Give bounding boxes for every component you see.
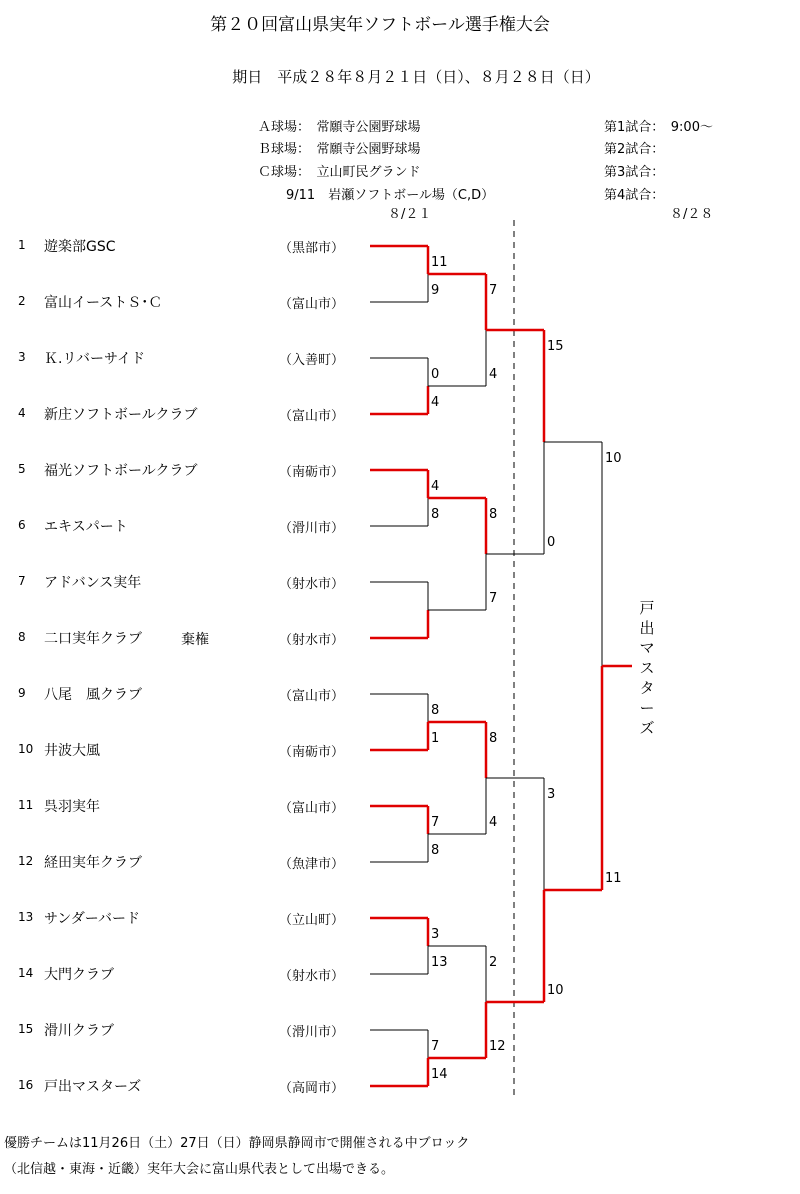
team-number: 13 <box>18 910 34 924</box>
team-region: （富山市） <box>279 801 345 816</box>
game-3-time: 第3試合： <box>604 165 665 180</box>
score-label: 8 <box>489 731 498 746</box>
score-label: 7 <box>489 283 498 298</box>
score-label: 8 <box>431 703 440 718</box>
score-label: 4 <box>489 367 498 382</box>
team-region: （射水市） <box>279 577 345 592</box>
team-number: 5 <box>18 462 26 476</box>
game-2-time: 第2試合： <box>604 142 665 157</box>
venue-a: Ａ球場： 常願寺公園野球場 <box>258 120 421 135</box>
score-label: 10 <box>605 451 622 466</box>
forfeit-label: 棄権 <box>181 632 209 648</box>
footer-line-1: 優勝チームは11月26日（土）27日（日）静岡県静岡市で開催される中ブロック <box>4 1136 470 1151</box>
team-region: （滑川市） <box>279 1025 345 1040</box>
team-region: （富山市） <box>279 689 345 704</box>
team-region: （富山市） <box>279 409 345 424</box>
team-number: 3 <box>18 350 26 364</box>
team-name: 戸出マスターズ <box>44 1079 142 1095</box>
team-number: 12 <box>18 854 34 868</box>
score-label: 4 <box>431 479 440 494</box>
team-name: エキスパート <box>44 519 128 535</box>
team-number: 6 <box>18 518 26 532</box>
score-label: 8 <box>431 507 440 522</box>
team-region: （入善町） <box>279 353 345 368</box>
score-label: 10 <box>547 983 564 998</box>
game-4-time: 第4試合： <box>604 188 665 203</box>
round-date-left: ８/２１ <box>388 207 432 222</box>
team-name: 富山イーストＳ･Ｃ <box>44 295 163 311</box>
team-region: （富山市） <box>279 297 345 312</box>
team-name: 福光ソフトボールクラブ <box>44 463 198 479</box>
team-number: 9 <box>18 686 26 700</box>
score-label: 15 <box>547 339 564 354</box>
score-label: 0 <box>431 367 440 382</box>
team-name: 呉羽実年 <box>44 799 100 815</box>
venue-b: Ｂ球場： 常願寺公園野球場 <box>258 142 421 157</box>
team-number: 4 <box>18 406 26 420</box>
team-name: 遊楽部GSC <box>44 239 116 255</box>
team-number: 10 <box>18 742 34 756</box>
score-label: 12 <box>489 1039 506 1054</box>
team-name: 滑川クラブ <box>44 1023 114 1039</box>
team-name: Ｋ.リバーサイド <box>44 351 146 367</box>
venue-c: Ｃ球場： 立山町民グランド <box>258 165 421 180</box>
team-region: （高岡市） <box>279 1081 345 1096</box>
team-region: （南砺市） <box>279 465 345 480</box>
event-date: 期日 平成２８年８月２１日（日）、８月２８日（日） <box>232 68 600 86</box>
team-number: 14 <box>18 966 34 980</box>
team-name: 経田実年クラブ <box>44 855 142 871</box>
team-region: （立山町） <box>279 913 345 928</box>
score-label: 0 <box>547 535 556 550</box>
team-region: （魚津市） <box>279 857 345 872</box>
score-label: 3 <box>547 787 556 802</box>
score-label: 1 <box>431 731 440 746</box>
score-label: 8 <box>431 843 440 858</box>
team-name: 大門クラブ <box>44 967 114 983</box>
score-label: 11 <box>605 871 622 886</box>
team-name: サンダーバード <box>44 911 141 927</box>
team-name: 八尾 風クラブ <box>44 687 142 703</box>
page-title: 第２０回富山県実年ソフトボール選手権大会 <box>210 15 550 35</box>
score-label: 13 <box>431 955 448 970</box>
score-label: 9 <box>431 283 440 298</box>
team-number: 7 <box>18 574 26 588</box>
team-number: 8 <box>18 630 26 644</box>
team-number: 11 <box>18 798 34 812</box>
team-name: アドバンス実年 <box>44 575 142 591</box>
score-label: 2 <box>489 955 498 970</box>
champion-label: 戸出マスターズ <box>639 599 655 737</box>
team-name: 井波大風 <box>44 743 100 759</box>
score-label: 11 <box>431 255 448 270</box>
team-number: 15 <box>18 1022 34 1036</box>
round-date-right: ８/２８ <box>670 207 714 222</box>
score-label: 4 <box>431 395 440 410</box>
score-label: 3 <box>431 927 440 942</box>
team-region: （南砺市） <box>279 745 345 760</box>
team-region: （滑川市） <box>279 521 345 536</box>
footer-line-2: （北信越・東海・近畿）実年大会に富山県代表として出場できる。 <box>4 1162 395 1177</box>
team-name: 二口実年クラブ <box>44 631 142 647</box>
team-region: （黒部市） <box>279 241 345 256</box>
score-label: 7 <box>489 591 498 606</box>
team-name: 新庄ソフトボールクラブ <box>44 407 198 423</box>
score-label: 7 <box>431 1039 440 1054</box>
score-label: 7 <box>431 815 440 830</box>
venue-iwase: 9/11 岩瀬ソフトボール場（C,D） <box>286 188 495 203</box>
team-number: 2 <box>18 294 26 308</box>
score-label: 4 <box>489 815 498 830</box>
score-label: 14 <box>431 1067 448 1082</box>
team-region: （射水市） <box>279 633 345 648</box>
score-label: 8 <box>489 507 498 522</box>
team-region: （射水市） <box>279 969 345 984</box>
team-number: 1 <box>18 238 26 252</box>
game-1-time: 第1試合： 9:00～ <box>604 120 713 135</box>
team-number: 16 <box>18 1078 34 1092</box>
